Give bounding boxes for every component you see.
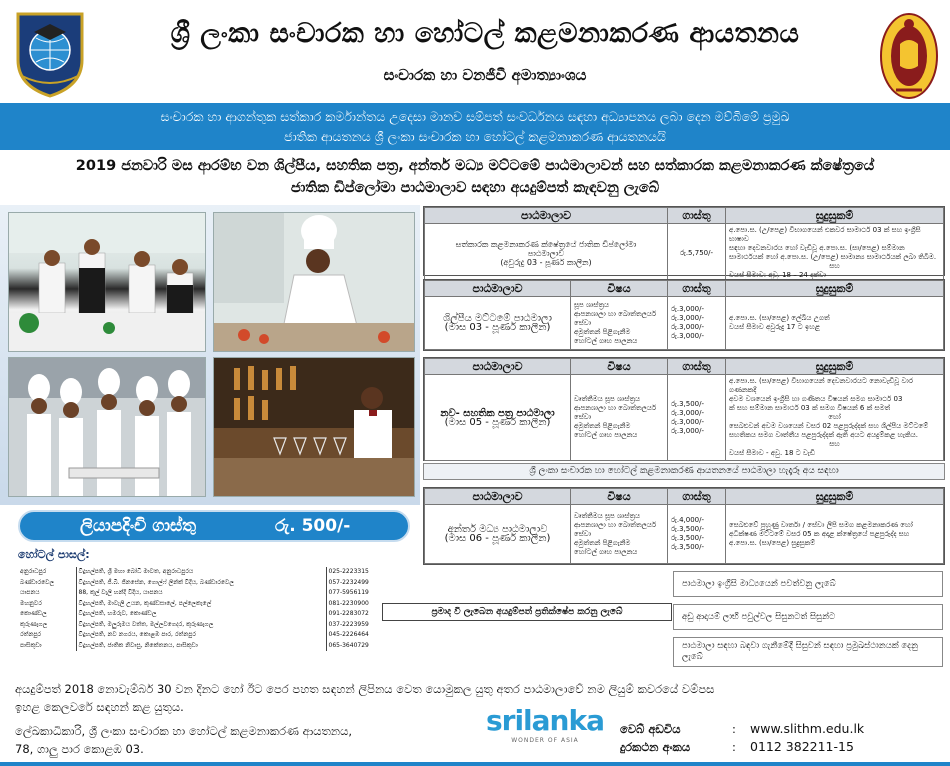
subject-item: හෝටල් ගෘහ පාලනය xyxy=(574,431,638,439)
school-phone: 045-2226464 xyxy=(326,630,378,641)
req-line: සෙබළුවේ පුහුණු වාර්තා / සේවා ලිපි සමග කළමනාකරණ හෝ xyxy=(729,520,913,529)
address-line-1: ලේඛකාධිකාරි, ශ්‍රී ලංකා සංචාරක හා හෝටල් කළමනාකරණ ආයතනය, xyxy=(15,724,353,738)
req-line: සාමාර්ථයක් හෝ අ.පො.ස. (උ/පෙළ) සාමාන්‍ය සාමාර්ථයක් ලබා තිබීම. xyxy=(729,253,937,261)
col-course: පාඨමාලාව xyxy=(425,208,668,224)
fee-item: රු.3,000/- xyxy=(671,305,705,313)
req-line: සඳහා දෙවනවාරය හෝ වැඩිවූ අ.පො.ස. (සා/පෙළ) සම්මාන xyxy=(729,244,905,252)
feature-text: අඩු ආදායම් ලාභී පවුල්වල සිසුනටත් සිසුන්ට xyxy=(682,611,836,622)
banner-line-2: ජාතික ආයතනය ශ්‍රී ලංකා සංචාරක හා හෝටල් කළමනාකරණ ආයතනයයි xyxy=(284,129,666,144)
intro-line-1: 2019 ජනවාරි මස ආරම්භ වන ශිල්පීය, සහතික පත්‍ර, අන්තර් මධ්‍ය මට්ටමේ පාඨමාලාවන් සහ සත්කාරක කළමනාකරණ ක්ෂේත්‍රයේ xyxy=(75,158,875,174)
school-phone: 091-2283072 xyxy=(326,609,378,620)
req-line: අ.පො.ස. (සා/පෙළ) විභාගයෙන් දෙවනවාරයට නොවැඩිවූ වාර ගණනකදී xyxy=(729,377,914,394)
fee-cell: රු.5,750/- xyxy=(668,224,726,283)
institute-title: ශ්‍රී ලංකා සංචාරක හා හෝටල් කළමනාකරණ ආයතනය xyxy=(170,18,800,49)
school-name: යාපනය xyxy=(20,589,40,596)
hotel-schools-title: හෝටල් පාසල්: xyxy=(18,548,90,561)
registration-amount: රු. 500/- xyxy=(275,516,351,536)
craft-table xyxy=(423,279,945,351)
list-item xyxy=(18,641,378,652)
subject-item: ආපනශාලා හා බොත්තලයර් සේවා xyxy=(574,404,657,421)
subjects-cell xyxy=(571,375,668,461)
requirements-cell xyxy=(726,505,944,564)
col-subject: විෂය xyxy=(571,281,668,297)
course-line-2: (මාස 03 - පූර්ණ කාලීන) xyxy=(444,322,551,333)
school-address: විදුහල්පති, මාවැලි උයන, කුණ්ඩසාලේ, පල්ලෙකැලේ xyxy=(76,599,326,610)
fee-item: රු.3,500/- xyxy=(671,525,705,533)
address-line-2: 78, ගාලු පාර කොළඹ 03. xyxy=(15,742,144,756)
req-line: අ.පො.ස. (උ/පෙළ) විභාගයෙන් එකවර සාමාර්ථ 03 ක් සහ ඉංග්‍රීසි භාෂාව xyxy=(729,226,921,243)
chef-cooking-photo xyxy=(213,212,415,352)
course-line-1: අන්තර් මධ්‍ය පාඨමාලාව xyxy=(447,524,548,535)
phone-number: 0112 382211-15 xyxy=(750,739,854,754)
course-line-2: පාඨමාලාව xyxy=(527,248,565,258)
school-name: පාසිකුඩා xyxy=(20,641,42,649)
list-item xyxy=(18,588,378,599)
school-address: 88, කුල් වැලි හන්දි වීදිය, යාපනය xyxy=(76,588,326,599)
fee-item: රු.3,000/- xyxy=(671,332,705,340)
school-address: විදුහල්පති, නව නගරය, කොළඹ පාර, රත්නපුර xyxy=(76,630,326,641)
fees-cell xyxy=(668,505,726,564)
website-label: වෙබ් අඩවිය xyxy=(620,722,681,736)
banner-line-1: සංචාරක හා ආගන්තුක සත්කාර කර්මාන්තය උදෙසා මානව සම්පත් සංවර්ධනය සඳහා අධ්‍යාපනය ලබා දෙන මව්බිමේ ප්‍රමුඛ xyxy=(160,109,790,124)
subject-item: හෝටල් ගෘහ පාලනය xyxy=(574,336,638,345)
late-applications-note: ප්‍රමාද වී ලැබෙන අයදුම්පත් ප්‍රතික්ෂේප කරනු ලැබේ xyxy=(382,603,672,621)
school-name: මහනුවර xyxy=(20,599,42,607)
srilanka-wordmark: srilanka xyxy=(485,704,604,737)
req-line: වයස් සීමාව අවුරුදු 17 ට ඉහළ xyxy=(729,323,821,331)
col-requirements: සුදුසුකම් xyxy=(726,208,944,224)
req-line: අ.පො.ස. (සා/පෙළ) සුදුසුකම් xyxy=(729,538,816,547)
requirements-cell xyxy=(726,297,944,350)
deadline-notice xyxy=(15,680,940,716)
deadline-line-1: අයදුම්පත් 2018 නොවැම්බර් 30 වන දිනට හෝ ඊට පෙර පහත සඳහන් ලිපිනය වෙත යොමුකල යුතු අතර පාඨමාලාවේ නම ලියුම් කවරයේ වම්පස xyxy=(15,682,715,696)
fee-item: රු.3,000/- xyxy=(671,314,705,322)
col-fee: ගාස්තු xyxy=(668,359,726,375)
feature-priority xyxy=(673,637,943,667)
req-line: සහ xyxy=(829,440,840,448)
diploma-table xyxy=(423,206,945,279)
fees-cell xyxy=(668,375,726,461)
list-item xyxy=(18,599,378,610)
list-item xyxy=(18,630,378,641)
subjects-cell xyxy=(571,505,668,564)
list-item xyxy=(18,567,378,578)
course-line-1: නව- සහතික පත්‍ර පාඨමාලා xyxy=(440,407,555,419)
course-line-1: සත්කාරක කළමනාකරණ ක්ෂේත්‍රයේ ජාතික ඩිප්ලෝමා xyxy=(455,239,637,249)
intermediate-table xyxy=(423,487,945,565)
bartender-photo xyxy=(213,357,415,497)
phone-row xyxy=(620,738,940,756)
col-subject: විෂය xyxy=(571,489,668,505)
school-phone: 057-2232499 xyxy=(326,578,378,589)
list-item xyxy=(18,620,378,631)
fee-item: රු.3,000/- xyxy=(671,323,705,331)
fee-item: රු.3,500/- xyxy=(671,399,705,408)
registration-fee-banner xyxy=(18,510,410,542)
course-cell xyxy=(425,224,668,283)
course-line-2: (මාස 05 - පූර්ණ කාලීන) xyxy=(444,416,551,428)
phone-label: දුරකථන අංකය xyxy=(620,740,691,754)
col-fee: ගාස්තු xyxy=(668,489,726,505)
req-line: අධීක්ෂණ මට්ටමේ වසර 05 ක අදාළ ක්ෂේත්‍රයේ පළපුරුද්ද සහ xyxy=(729,529,910,538)
feature-english-medium xyxy=(673,571,943,597)
course-line-1: ශිල්පීය මට්ටමේ පාඨමාලා xyxy=(443,313,552,324)
course-cell xyxy=(425,375,571,461)
school-phone: 081-2230900 xyxy=(326,599,378,610)
req-line: අවම වශයෙන් ඉංග්‍රීසි හා ගණිතය විෂයන් සමග සාමාර්ථ 03 xyxy=(729,395,903,403)
subject-item: වෘත්තීමය සූප ශාස්ත්‍රය xyxy=(574,511,641,520)
school-name: කුරුණෑගල xyxy=(20,620,48,628)
footer-divider xyxy=(0,762,950,766)
col-requirements: සුදුසුකම් xyxy=(726,281,944,297)
course-cell xyxy=(425,297,571,350)
col-fee: ගාස්තු xyxy=(668,208,726,224)
registration-label: ලියාපදිංචි ගාස්තු xyxy=(80,516,197,536)
former-students-note: ශ්‍රී ලංකා සංචාරක හා හෝටල් කළමනාකරණ ආයතනයේ පාඨමාලා හැදෑරූ අය සඳහා xyxy=(423,463,945,480)
school-address: විදුහල්පති, මලුරුමය වත්ත, මල්ලවගෙදර, කුරුණෑගල xyxy=(76,620,326,631)
req-line: වයස් සීමාව - අවු. 18 ට වැඩි xyxy=(729,449,816,457)
subject-item: අමුත්තන් පිළිගැනීම xyxy=(574,538,631,547)
subject-item: අමුත්තන් පිළිගැනීම xyxy=(574,327,631,336)
srilanka-tagline: WONDER OF ASIA xyxy=(511,737,579,744)
school-address: විදුහල්පති, ජාතික නිවාසු, නිකේතනය, පාසිකුඩා xyxy=(76,641,326,652)
subject-item: ආපනශාලා හා බොත්තලයර් සේවා xyxy=(574,520,657,538)
col-course: පාඨමාලාව xyxy=(425,281,571,297)
subject-item: හෝටල් ගෘහ පාලනය xyxy=(574,547,638,556)
school-address: විදුහල්පති, හමරුව, කොණ්ඩල xyxy=(76,609,326,620)
school-address: විදුහල්පති, ජී.බී. ජිනසේන, ගොල්ෆ් ලින්ක් වීදිය, බණ්ඩාරවෙල xyxy=(76,578,326,589)
fee-item: රු.3,000/- xyxy=(671,408,705,417)
website-row xyxy=(620,720,940,738)
col-fee: ගාස්තු xyxy=(668,281,726,297)
req-line: සෙබළුවන් අවම වශයෙන් වසර 02 පළපුරුද්දක් සහ ශිල්පීය මට්ටමේ xyxy=(729,422,929,430)
hotel-schools-list xyxy=(18,567,378,651)
req-line: හෝ xyxy=(828,413,841,421)
school-name: කොණ්ඩල xyxy=(20,610,47,617)
list-item xyxy=(18,609,378,620)
school-phone: 025-2223315 xyxy=(326,567,378,578)
application-call xyxy=(0,155,950,199)
fee-item: රු.3,000/- xyxy=(671,426,705,435)
subject-item: අමුත්තන් පිළිගැනීම xyxy=(574,422,631,430)
req-line: වයස් සීමාව: අවු. 18 – 24 දක්වා xyxy=(729,271,827,279)
course-line-2: (මාස 06 - පූර්ණ කාලීන) xyxy=(444,533,551,544)
intro-line-2: ජාතික ඩිප්ලෝමා පාඨමාලාව සඳහා අයදුම්පත් කැඳවනු ලැබේ xyxy=(290,180,660,196)
fee-item: රු.4,000/- xyxy=(671,516,705,524)
national-emblem xyxy=(878,10,940,102)
contact-details xyxy=(620,720,940,756)
subject-item: සූප ශාස්ත්‍රය xyxy=(574,300,610,309)
req-line: සහතිකය සමග වෘත්තීය පළපුරුද්දක් ඇති අයට අයදුම්කළ හැකිය. xyxy=(729,431,918,439)
feature-text: පාඨමාලා ඉංග්‍රීසි මාධ්‍යයෙන් පවත්වනු ලැබේ xyxy=(682,578,836,589)
chef-team-photo xyxy=(8,357,206,497)
fee-item: රු.3,500/- xyxy=(671,543,705,551)
separator: : xyxy=(732,722,736,736)
requirements-cell xyxy=(726,224,944,283)
ministry-name: සංචාරක හා වනජීවී අමාත්‍යාංශය xyxy=(383,66,587,84)
feature-text: පාඨමාලා සඳහා බඳවා ගැනීමේදී සිසුවන් සඳහා ප්‍රමුඛස්ථානයක් දෙනු ලැබේ xyxy=(682,641,918,662)
school-name: රත්නපුර xyxy=(20,631,42,638)
website-link[interactable]: www.slithm.edu.lk xyxy=(750,721,865,736)
school-phone: 077-5956119 xyxy=(326,588,378,599)
fee-item: රු.3,500/- xyxy=(671,534,705,542)
school-phone: 037-2223959 xyxy=(326,620,378,631)
postal-address xyxy=(15,722,485,758)
school-phone: 065-3640729 xyxy=(326,641,378,652)
subject-item: ආපනශාලා හා බොත්තලයර් සේවා xyxy=(574,309,657,327)
list-item xyxy=(18,578,378,589)
certificate-table xyxy=(423,357,945,461)
subject-item: වෘත්තීමය සූප ශාස්ත්‍රය xyxy=(574,395,641,403)
separator: : xyxy=(732,740,736,754)
col-requirements: සුදුසුකම් xyxy=(726,359,944,375)
srilanka-tourism-logo xyxy=(480,705,610,755)
col-subject: විෂය xyxy=(571,359,668,375)
col-requirements: සුදුසුකම් xyxy=(726,489,944,505)
school-name: බණ්ඩාරවෙල xyxy=(20,578,55,586)
sltlm-logo xyxy=(12,10,88,98)
restaurant-service-photo xyxy=(8,212,206,352)
col-course: පාඨමාලාව xyxy=(425,489,571,505)
mission-banner xyxy=(0,103,950,150)
fees-cell xyxy=(668,297,726,350)
fee-item: රු.3,000/- xyxy=(671,417,705,426)
req-line: ක් සහ සම්මාන සාමාර්ථ 03 ක් සමග විෂයන් 6 ක් සමත් xyxy=(729,404,891,412)
feature-low-income xyxy=(673,604,943,630)
req-line: සහ xyxy=(829,262,840,270)
subjects-cell xyxy=(571,297,668,350)
school-address: විදුහල්පති, ශ්‍රී මහා බෝධි මාවත, අනුරාධපුරය xyxy=(76,567,326,578)
school-name: අනුරාධපුර xyxy=(20,568,47,575)
course-line-3: (අවුරුදු 03 - පූර්ණ කාලීන) xyxy=(500,257,592,267)
col-course: පාඨමාලාව xyxy=(425,359,571,375)
deadline-line-2: ඉහළ කෙලවරේ සඳහන් කළ යුතුය. xyxy=(15,700,184,714)
requirements-cell xyxy=(726,375,944,461)
req-line: අ.පො.ස. (සා/පෙළ) ලේඛිය උගත් xyxy=(729,314,830,322)
course-cell xyxy=(425,505,571,564)
